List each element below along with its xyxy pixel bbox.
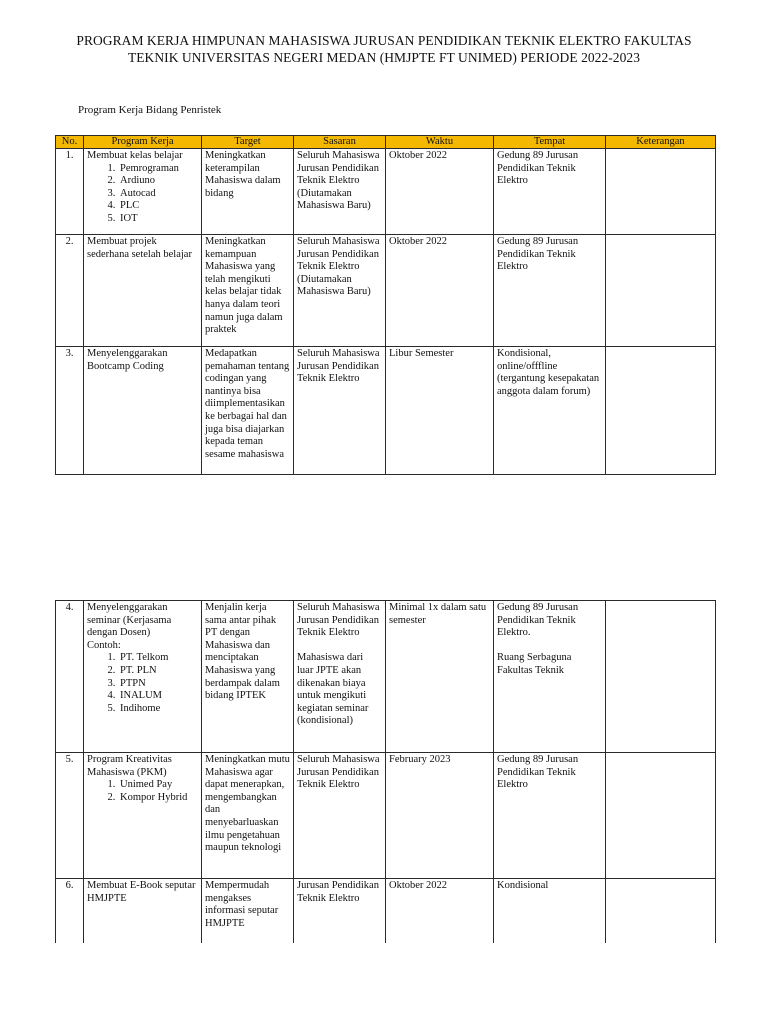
- list-item: 5. Indihome: [118, 703, 198, 716]
- program-table-part-2: [55, 600, 716, 943]
- cell-sasaran: Seluruh Mahasiswa Jurusan Pendidikan Teknik Elektro: [294, 347, 386, 475]
- cell-tempat: [494, 601, 606, 753]
- cell-keterangan: [606, 149, 716, 235]
- program-name: Membuat kelas belajar: [87, 150, 183, 161]
- cell-program: [84, 601, 202, 753]
- list-item: 4. INALUM: [118, 690, 198, 703]
- table-row: [56, 753, 716, 879]
- tempat-alternate: Ruang Serbaguna Fakultas Teknik: [497, 652, 572, 676]
- cell-keterangan: [606, 235, 716, 347]
- program-sub-label: Contoh:: [87, 639, 121, 651]
- cell-waktu: Oktober 2022: [386, 149, 494, 235]
- cell-no: 6.: [56, 879, 84, 943]
- cell-program: Menyelenggarakan Bootcamp Coding: [84, 347, 202, 475]
- program-item-list: [87, 652, 198, 715]
- list-item: 2. Ardiuno: [118, 175, 198, 188]
- header-waktu: Waktu: [386, 136, 494, 149]
- header-program: Program Kerja: [84, 136, 202, 149]
- list-item: 1. Pemrograman: [118, 163, 198, 176]
- cell-keterangan: [606, 879, 716, 943]
- tempat-main: Gedung 89 Jurusan Pendidikan Teknik Elektro.: [497, 602, 579, 639]
- section-label: Program Kerja Bidang Penristek: [78, 104, 222, 116]
- cell-target: Medapatkan pemahaman tentang codingan yang nantinya bisa diimplementasikan ke berbagai hal dan juga bisa diajarkan kepada teman sesame mahasiswa: [202, 347, 294, 475]
- program-table-part-1: [55, 135, 716, 475]
- program-name: Program Kreativitas Mahasiswa (PKM): [87, 754, 172, 778]
- cell-program: [84, 149, 202, 235]
- cell-waktu: Oktober 2022: [386, 879, 494, 943]
- cell-no: 2.: [56, 235, 84, 347]
- list-item: 5. IOT: [118, 213, 198, 226]
- list-item: 3. Autocad: [118, 188, 198, 201]
- table-row: [56, 149, 716, 235]
- cell-no: 3.: [56, 347, 84, 475]
- cell-tempat: Gedung 89 Jurusan Pendidikan Teknik Elektro: [494, 149, 606, 235]
- cell-keterangan: [606, 347, 716, 475]
- cell-program: [84, 753, 202, 879]
- cell-tempat: Kondisional: [494, 879, 606, 943]
- table-row: [56, 347, 716, 475]
- program-item-list: [87, 163, 198, 226]
- list-item: 3. PTPN: [118, 678, 198, 691]
- list-item: 2. PT. PLN: [118, 665, 198, 678]
- cell-sasaran: Seluruh Mahasiswa Jurusan Pendidikan Teknik Elektro: [294, 753, 386, 879]
- page-title-line-2: TEKNIK UNIVERSITAS NEGERI MEDAN (HMJPTE FT UNIMED) PERIODE 2022-2023: [127, 50, 641, 65]
- cell-waktu: February 2023: [386, 753, 494, 879]
- header-target: Target: [202, 136, 294, 149]
- header-tempat: Tempat: [494, 136, 606, 149]
- sasaran-main: Seluruh Mahasiswa Jurusan Pendidikan Teknik Elektro: [297, 602, 380, 639]
- page-title-line-1: PROGRAM KERJA HIMPUNAN MAHASISWA JURUSAN PENDIDIKAN TEKNIK ELEKTRO FAKULTAS: [76, 33, 692, 48]
- list-item: 1. PT. Telkom: [118, 652, 198, 665]
- header-keterangan: Keterangan: [606, 136, 716, 149]
- list-item: 1. Unimed Pay: [118, 779, 198, 792]
- program-item-list: [87, 779, 198, 804]
- cell-target: Meningkatkan mutu Mahasiswa agar dapat menerapkan, mengembangkan dan menyebarluaskan ilmu pengetahuan maupun teknologi: [202, 753, 294, 879]
- sasaran-note: Mahasiswa dari luar JPTE akan dikenakan biaya untuk mengikuti kegiatan seminar (kondisional): [297, 652, 369, 727]
- header-sasaran: Sasaran: [294, 136, 386, 149]
- cell-target: Meningkatkan keterampilan Mahasiswa dalam bidang: [202, 149, 294, 235]
- cell-tempat: Gedung 89 Jurusan Pendidikan Teknik Elektro: [494, 235, 606, 347]
- cell-sasaran: [294, 601, 386, 753]
- cell-target: Meningkatkan kemampuan Mahasiswa yang telah mengikuti kelas belajar tidak hanya dalam teori namun juga dalam praktek: [202, 235, 294, 347]
- cell-target: Menjalin kerja sama antar pihak PT dengan Mahasiswa dan menciptakan Mahasiswa yang berdampak dalam bidang IPTEK: [202, 601, 294, 753]
- cell-keterangan: [606, 601, 716, 753]
- cell-sasaran: Jurusan Pendidikan Teknik Elektro: [294, 879, 386, 943]
- cell-program: Membuat projek sederhana setelah belajar: [84, 235, 202, 347]
- cell-sasaran: Seluruh Mahasiswa Jurusan Pendidikan Teknik Elektro (Diutamakan Mahasiswa Baru): [294, 235, 386, 347]
- cell-tempat: Kondisional, online/offfline (tergantung kesepakatan anggota dalam forum): [494, 347, 606, 475]
- cell-waktu: Oktober 2022: [386, 235, 494, 347]
- cell-program: Membuat E-Book seputar HMJPTE: [84, 879, 202, 943]
- header-no: No.: [56, 136, 84, 149]
- cell-no: 1.: [56, 149, 84, 235]
- cell-tempat: Gedung 89 Jurusan Pendidikan Teknik Elektro: [494, 753, 606, 879]
- table-row: [56, 235, 716, 347]
- list-item: 2. Kompor Hybrid: [118, 792, 198, 805]
- cell-no: 4.: [56, 601, 84, 753]
- cell-target: Mempermudah mengakses informasi seputar HMJPTE: [202, 879, 294, 943]
- cell-no: 5.: [56, 753, 84, 879]
- table-header-row: [56, 136, 716, 149]
- cell-keterangan: [606, 753, 716, 879]
- table-row: [56, 879, 716, 943]
- table-row: [56, 601, 716, 753]
- program-name: Menyelenggarakan seminar (Kerjasama dengan Dosen): [87, 602, 172, 639]
- cell-waktu: Libur Semester: [386, 347, 494, 475]
- cell-sasaran: Seluruh Mahasiswa Jurusan Pendidikan Teknik Elektro (Diutamakan Mahasiswa Baru): [294, 149, 386, 235]
- cell-waktu: Minimal 1x dalam satu semester: [386, 601, 494, 753]
- page-title: [40, 32, 728, 66]
- list-item: 4. PLC: [118, 200, 198, 213]
